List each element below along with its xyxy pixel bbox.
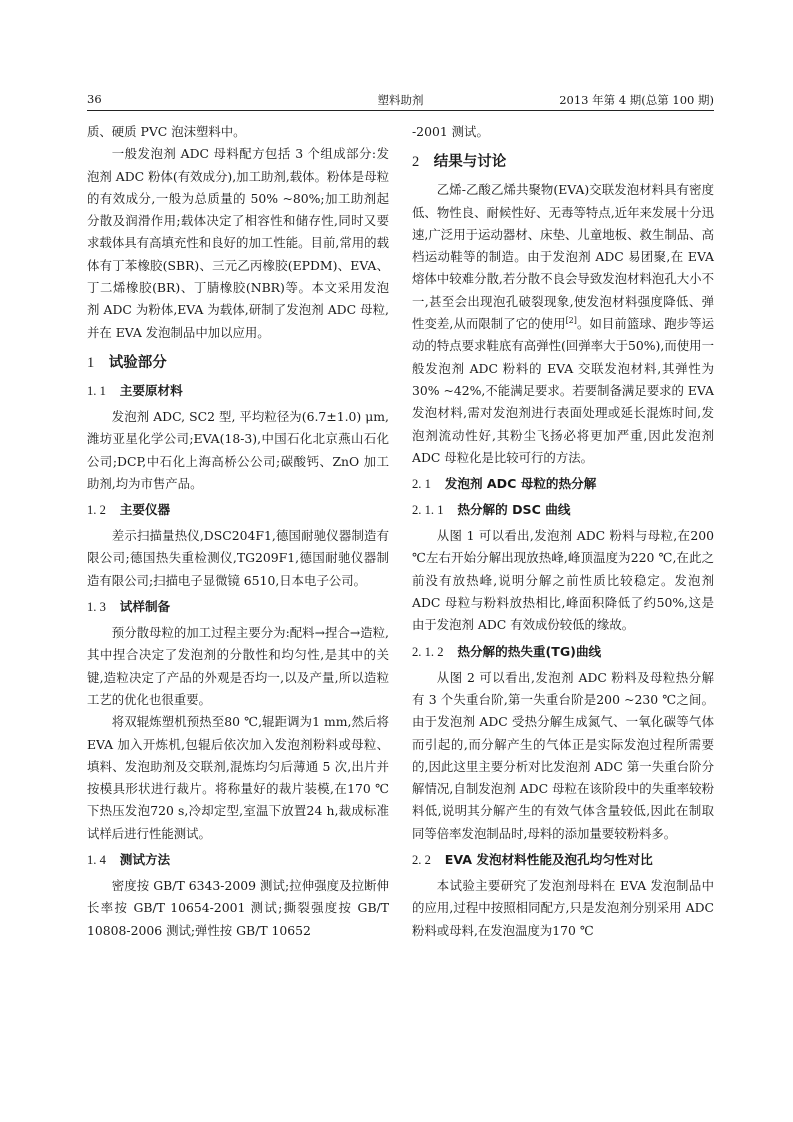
subsubsection-heading [412, 641, 714, 663]
paragraph-text: 。如目前篮球、跑步等运动的特点要求鞋底有高弹性(回弹率大于50%),而使用一般发泡剂 ADC 粉料的 EVA 交联发泡材料,其弹性为30% ~42%,不能满足要求。若要制备满足要求的 EVA 发泡材料,需对发泡剂进行表面处理或延长混炼时间,发泡剂流动性好,其粉尘飞扬必将更加严重,因此发泡剂 ADC 母粒化是比较可行的方法。 [412, 316, 714, 465]
section-number: 1. 3 [87, 600, 106, 615]
running-header [87, 92, 714, 111]
paragraph: 发泡剂 ADC, SC2 型, 平均粒径为(6.7±1.0) μm,潍坊亚星化学公司;EVA(18-3),中国石化北京燕山石化公司;DCP,中石化上海高桥公公司;碳酸钙、ZnO 加工助剂,均为市售产品。 [87, 408, 389, 491]
section-title: EVA 发泡材料性能及泡孔均匀性对比 [444, 852, 653, 868]
citation-reference[interactable]: [2] [565, 315, 577, 325]
section-title: 试验部分 [108, 354, 167, 371]
section-title: 结果与讨论 [433, 154, 507, 171]
page-number: 36 [87, 92, 102, 106]
paragraph: 预分散母粒的加工过程主要分为:配料→捏合→造粒,其中捏合决定了发泡剂的分散性和均匀性,是其中的关键,造粒决定了产品的外观是否均一,以及产量,所以造粒工艺的优化也很重要。 [87, 625, 389, 707]
paragraph [412, 179, 714, 469]
section-number: 2. 1 [412, 477, 431, 492]
subsection-heading [87, 596, 389, 618]
left-column [87, 121, 389, 942]
paragraph: 将双辊炼塑机预热至80 ℃,辊距调为1 mm,然后将 EVA 加入开炼机,包辊后依次加入发泡剂粉料或母粒、填料、发泡助剂及交联剂,混炼均匀后薄通 5 次,出片并按模具形状进行裁片。将称量好的裁片装模,在170 ℃下热压发泡720 s,冷却定型,室温下放置24 h,裁成标准试样后进行性能测试。 [87, 714, 389, 841]
subsection-heading [87, 849, 389, 871]
subsection-heading [412, 473, 714, 495]
subsubsection-heading [412, 499, 714, 521]
section-number: 2. 2 [412, 853, 431, 868]
paragraph: 质、硬质 PVC 泡沫塑料中。 [87, 124, 246, 139]
paragraph: 从图 2 可以看出,发泡剂 ADC 粉料及母粒热分解有 3 个失重台阶,第一失重台阶是200 ~230 ℃之间。由于发泡剂 ADC 受热分解生成氮气、一氧化碳等气体而引起的,而分解产生的气体正是实际发泡过程所需要的,因此这里主要分析对比发泡剂 ADC 第一失重台阶分解情况,自制发泡剂 ADC 母粒在该阶段中的失重率较粉料低,说明其分解产生的有效气体含量较低,因此在制取同等倍率发泡制品时,母料的添加量要较粉料多。 [412, 669, 714, 841]
paragraph: 差示扫描量热仪,DSC204F1,德国耐驰仪器制造有限公司;德国热失重检测仪,TG209F1,德国耐驰仪器制造有限公司;扫描电子显微镜 6510,日本电子公司。 [87, 528, 389, 588]
paragraph: 一般发泡剂 ADC 母料配方包括 3 个组成部分:发泡剂 ADC 粉体(有效成分),加工助剂,载体。粉体是母粒的有效成分,一般为总质量的 50% ~80%;加工助剂起分散及润滑作用;载体决定了相容性和储存性,同时又要求载体具有高填充性和良好的加工性能。目前,常用的载体有丁苯橡胶(SBR)、三元乙丙橡胶(EPDM)、EVA、丁二烯橡胶(BR)、丁腈橡胶(NBR)等。本文采用发泡剂 ADC 为粉体,EVA 为载体,研制了发泡剂 ADC 母粒,并在 EVA 发泡制品中加以应用。 [87, 146, 389, 340]
section-number: 2. 1. 2 [412, 644, 444, 659]
journal-name: 塑料助剂 [377, 93, 424, 107]
paragraph: -2001 测试。 [412, 124, 489, 139]
section-number: 1 [87, 354, 95, 371]
paragraph: 从图 1 可以看出,发泡剂 ADC 粉料与母粒,在200 ℃左右开始分解出现放热峰,峰顶温度为220 ℃,在此之前没有放热峰,说明分解之前性质比较稳定。发泡剂 ADC 母粒与粉料放热相比,峰面积降低了约50%,这是由于发泡剂 ADC 有效成份较低的缘故。 [412, 528, 714, 633]
subsection-heading [87, 380, 389, 402]
section-number: 1. 1 [87, 383, 106, 398]
paragraph: 密度按 GB/T 6343-2009 测试;拉伸强度及拉断伸长率按 GB/T 10654-2001 测试;撕裂强度按 GB/T 10808-2006 测试;弹性按 GB/T 10652 [87, 878, 389, 938]
right-column [412, 121, 714, 942]
paragraph-text: 乙烯-乙酸乙烯共聚物(EVA)交联发泡材料具有密度低、物性良、耐候性好、无毒等特点,近年来发展十分迅速,广泛用于运动器材、床垫、儿童地板、救生制品、高档运动鞋等的制造。由于发泡剂 ADC 易团聚,在 EVA 熔体中较难分散,若分散不良会导致发泡材料泡孔大小不一,甚至会出现泡孔破裂现象,使发泡材料强度降低、弹性变差,从而限制了它的使用 [412, 182, 714, 332]
section-number: 1. 2 [87, 503, 106, 518]
section-title: 发泡剂 ADC 母粒的热分解 [444, 476, 597, 492]
section-heading [412, 151, 714, 173]
section-title: 热分解的热失重(TG)曲线 [457, 643, 602, 659]
section-title: 热分解的 DSC 曲线 [457, 502, 571, 518]
section-number: 2 [412, 154, 420, 171]
issue-info: 2013 年第 4 期(总第 100 期) [559, 93, 714, 107]
section-title: 主要原材料 [119, 382, 183, 398]
section-number: 2. 1. 1 [412, 503, 444, 518]
section-heading [87, 352, 389, 374]
subsection-heading [412, 849, 714, 871]
section-title: 试样制备 [119, 599, 171, 615]
subsection-heading [87, 499, 389, 521]
paragraph: 本试验主要研究了发泡剂母料在 EVA 发泡制品中的应用,过程中按照相同配方,只是发泡剂分别采用 ADC 粉料或母料,在发泡温度为170 ℃ [412, 878, 714, 938]
section-title: 测试方法 [119, 852, 171, 868]
section-title: 主要仪器 [119, 502, 171, 518]
section-number: 1. 4 [87, 853, 106, 868]
